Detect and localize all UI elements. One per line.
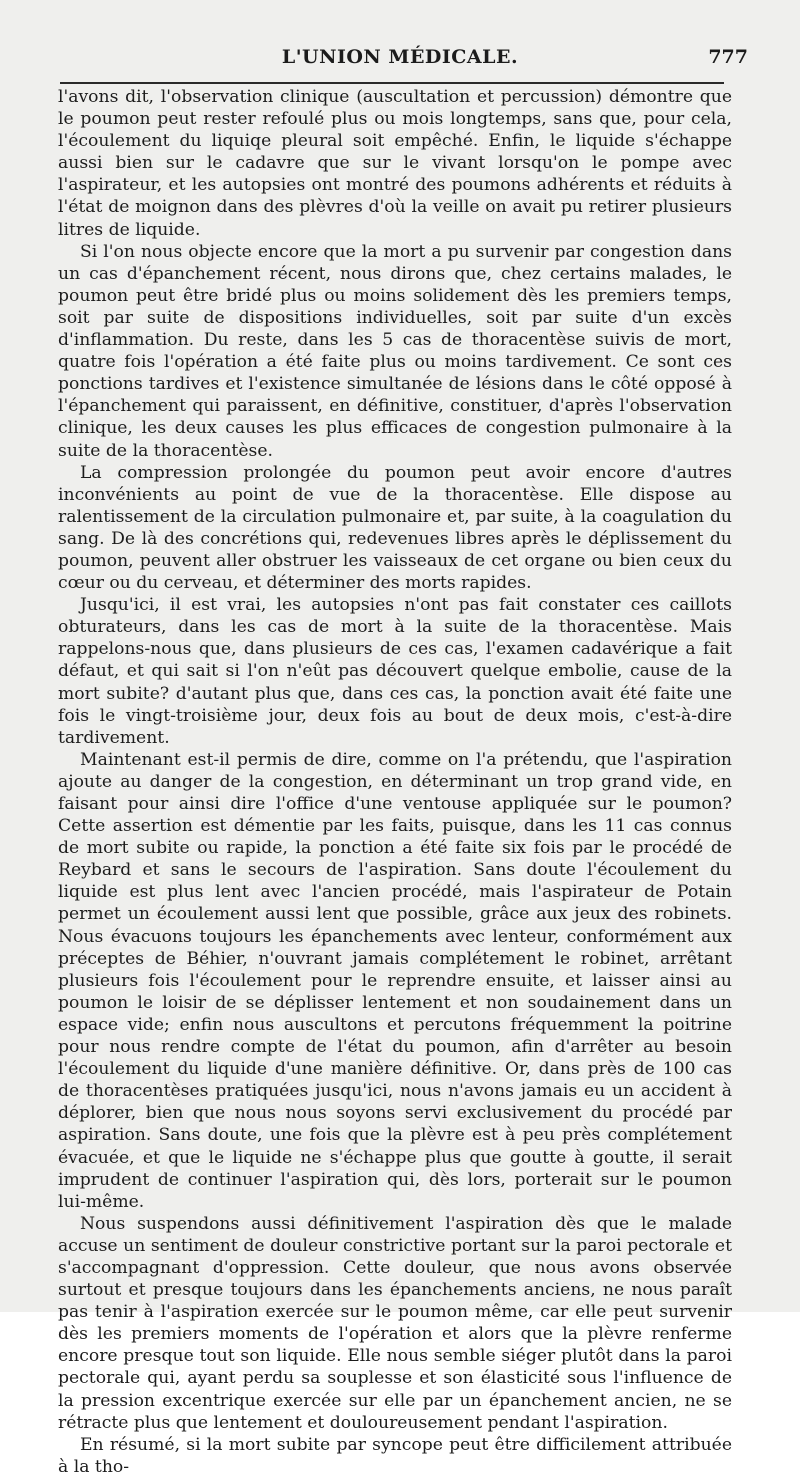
paragraph: Nous suspendons aussi définitivement l'aspiration dès que le malade accuse un sentiment de douleur constrictive portant sur la paroi pectorale et s'accompagnant d'oppression. Cette douleur, que nous avons observée surtout et presque toujours dans les épanchements anciens, ne nous paraît pas tenir à l'aspiration exercée sur le poumon même, car elle peut survenir dès les premiers moments de l'opération et alors que la plèvre renferme encore presque tout son liquide. Elle nous semble siéger plutôt dans la paroi pectorale qui, ayant perdu sa souplesse et son élasticité sous l'influence de la pression excentrique exercée sur elle par un épanchement ancien, ne se rétracte plus que lentement et douloureusement pendant l'aspiration. <box>58 1213 732 1433</box>
page-header <box>50 46 750 76</box>
paragraph: Si l'on nous objecte encore que la mort a pu survenir par congestion dans un cas d'épanchement récent, nous dirons que, chez certains malades, le poumon peut être bridé plus ou moins solidement dès les premiers temps, soit par suite de dispositions individuelles, soit par suite d'un excès d'inflammation. Du reste, dans les 5 cas de thoracentèse suivis de mort, quatre fois l'opération a été faite plus ou moins tardivement. Ce sont ces ponctions tardives et l'existence simultanée de lésions dans le côté opposé à l'épanchement qui paraissent, en définitive, constituer, d'après l'observation clinique, les deux causes les plus efficaces de congestion pulmonaire à la suite de la thoracentèse. <box>58 241 732 461</box>
article-body <box>58 86 732 1478</box>
paragraph: Jusqu'ici, il est vrai, les autopsies n'ont pas fait constater ces caillots obturateurs, dans les cas de mort à la suite de la thoracentèse. Mais rappelons-nous que, dans plusieurs de ces cas, l'examen cadavérique a fait défaut, et qui sait si l'on n'eût pas découvert quelque embolie, cause de la mort subite? d'autant plus que, dans ces cas, la ponction avait été faite une fois le vingt-troisième jour, deux fois au bout de deux mois, c'est-à-dire tardivement. <box>58 595 732 748</box>
header-rule <box>60 82 724 84</box>
paragraph: l'avons dit, l'observation clinique (auscultation et percussion) démontre que le poumon peut rester refoulé plus ou mois longtemps, sans que, pour cela, l'écoulement du liquiqe pleural soit empêché. Enfin, le liquide s'échappe aussi bien sur le cadavre que sur le vivant lorsqu'on le pompe avec l'aspirateur, et les autopsies ont montré des poumons adhérents et réduits à l'état de moignon dans des plèvres d'où la veille on avait pu retirer plusieurs litres de liquide. <box>58 87 732 240</box>
paragraph: Maintenant est-il permis de dire, comme on l'a prétendu, que l'aspiration ajoute au danger de la congestion, en déterminant un trop grand vide, en faisant pour ainsi dire l'office d'une ventouse appliquée sur le poumon? Cette assertion est démentie par les faits, puisque, dans les 11 cas connus de mort subite ou rapide, la ponction a été faite six fois par le procédé de Reybard et sans le secours de l'aspiration. Sans doute l'écoulement du liquide est plus lent avec l'ancien procédé, mais l'aspirateur de Potain permet un écoulement aussi lent que possible, grâce aux jeux des robinets. Nous évacuons toujours les épanchements avec lenteur, conformément aux préceptes de Béhier, n'ouvrant jamais complétement le robinet, arrêtant plusieurs fois l'écoulement pour le reprendre ensuite, et laisser ainsi au poumon le loisir de se déplisser lentement et non soudainement dans un espace vide; enfin nous auscultons et percutons fréquemment la poitrine pour nous rendre compte de l'état du poumon, afin d'arrêter au besoin l'écoulement du liquide d'une manière définitive. Or, dans près de 100 cas de thoracentèses pratiquées jusqu'ici, nous n'avons jamais eu un accident à déplorer, bien que nous nous soyons servi exclusivement du procédé par aspiration. Sans doute, une fois que la plèvre est à peu près complétement évacuée, et que le liquide ne s'échappe plus que goutte à goutte, il serait imprudent de continuer l'aspiration qui, dès lors, porterait sur le poumon lui-même. <box>58 749 732 1212</box>
paragraph: En résumé, si la mort subite par syncope peut être difficilement attribuée à la tho- <box>58 1434 732 1477</box>
page-number: 777 <box>708 46 748 68</box>
paragraph: La compression prolongée du poumon peut avoir encore d'autres inconvénients au point de vue de la thoracentèse. Elle dispose au ralentissement de la circulation pulmonaire et, par suite, à la coagulation du sang. De là des concrétions qui, redevenues libres après le déplissement du poumon, peuvent aller obstruer les vaisseaux de cet organe ou bien ceux du cœur ou du cerveau, et déterminer des morts rapides. <box>58 462 732 594</box>
running-title: L'UNION MÉDICALE. <box>281 46 519 68</box>
